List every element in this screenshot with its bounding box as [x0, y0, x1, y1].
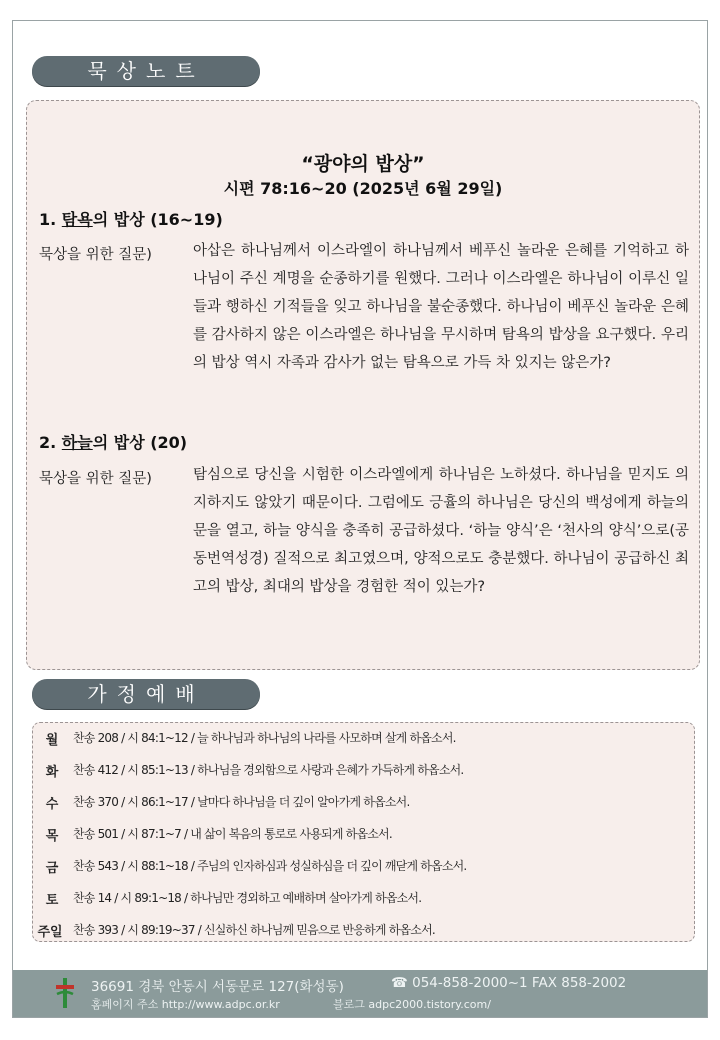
family-worship-box — [32, 722, 695, 942]
sermon-reference: 시편 78:16~20 (2025년 6월 29일) — [223, 179, 503, 198]
day-label: 월 — [45, 733, 59, 748]
section-2-text: 탐심으로 당신을 시험한 이스라엘에게 하나님은 노하셨다. 하나님을 믿지도 의지하지도 않았기 때문이다. 그럼에도 긍휼의 하나님은 당신의 백성에게 하늘의 문을 열고, 하늘 양식을 충족히 공급하셨다. ‘하늘 양식’은 ‘천사의 양식’으로(공동번역성경) 질적으로 최고였으며, 양적으로도 충분했다. 하나님이 공급하신 최고의 밥상, 최대의 밥상을 경험한 적이 있는가? — [193, 467, 689, 595]
meditation-box — [26, 100, 700, 670]
section-2-heading-rest: 의 밥상 (20) — [92, 433, 188, 452]
worship-text: 찬송 501 / 시 87:1~7 / 내 삶이 복음의 통로로 사용되게 하옵소서. — [73, 827, 392, 841]
church-cross-logo-icon — [53, 976, 77, 1010]
worship-text: 찬송 14 / 시 89:1~18 / 하나님만 경외하고 예배하며 살아가게 하옵소서. — [73, 891, 422, 905]
footer-blog[interactable]: 블로그 adpc2000.tistory.com/ — [333, 998, 491, 1011]
worship-text: 찬송 543 / 시 88:1~18 / 주님의 인자하심과 성실하심을 더 깊이 깨닫게 하옵소서. — [73, 859, 467, 873]
family-worship-heading: 가정예배 — [32, 679, 260, 709]
meditation-note-heading: 묵상노트 — [32, 56, 260, 86]
section-2-keyword: 하늘 — [61, 433, 93, 452]
section-1-keyword: 탐욕 — [61, 210, 93, 229]
day-label: 금 — [45, 861, 59, 876]
day-label: 화 — [45, 765, 59, 780]
section-2-question-label: 묵상을 위한 질문) — [39, 471, 152, 487]
day-label: 토 — [45, 893, 59, 908]
section-1-question-label: 묵상을 위한 질문) — [39, 247, 152, 263]
day-label: 목 — [45, 829, 59, 844]
day-label: 주일 — [37, 925, 63, 940]
day-label: 수 — [45, 797, 59, 812]
worship-text: 찬송 370 / 시 86:1~17 / 날마다 하나님을 더 깊이 알아가게 하옵소서. — [73, 795, 410, 809]
section-1-text: 아삽은 하나님께서 이스라엘이 하나님께서 베푸신 놀라운 은혜를 기억하고 하나님이 주신 계명을 순종하기를 원했다. 그러나 이스라엘은 하나님이 이루신 일들과 행하신 기적들을 잊고 하나님을 불순종했다. 하나님이 베푸신 놀라운 은혜를 감사하지 않은 이스라엘은 하나님을 무시하며 탐욕의 밥상을 요구했다. 우리의 밥상 역시 자족과 감사가 없는 탐욕으로 가득 차 있지는 않은가? — [193, 243, 689, 371]
footer-address: 36691 경북 안동시 서동문로 127(화성동) — [91, 979, 344, 995]
sermon-title: “광야의 밥상” — [301, 153, 425, 175]
worship-text: 찬송 412 / 시 85:1~13 / 하나님을 경외함으로 사랑과 은혜가 가득하게 하옵소서. — [73, 763, 464, 777]
footer-homepage[interactable]: 홈페이지 주소 http://www.adpc.or.kr — [91, 998, 280, 1011]
section-2-heading — [39, 430, 187, 453]
section-1-heading-rest: 의 밥상 (16~19) — [92, 210, 223, 229]
worship-text: 찬송 393 / 시 89:19~37 / 신실하신 하나님께 믿음으로 반응하게 하옵소서. — [73, 923, 435, 937]
church-footer — [13, 970, 707, 1017]
worship-text: 찬송 208 / 시 84:1~12 / 늘 하나님과 하나님의 나라를 사모하며 살게 하옵소서. — [73, 731, 456, 745]
section-1-number: 1. — [39, 210, 57, 229]
section-2-number: 2. — [39, 433, 57, 452]
section-1-heading — [39, 207, 223, 230]
footer-phone: ☎ 054-858-2000~1 FAX 858-2002 — [391, 975, 627, 991]
